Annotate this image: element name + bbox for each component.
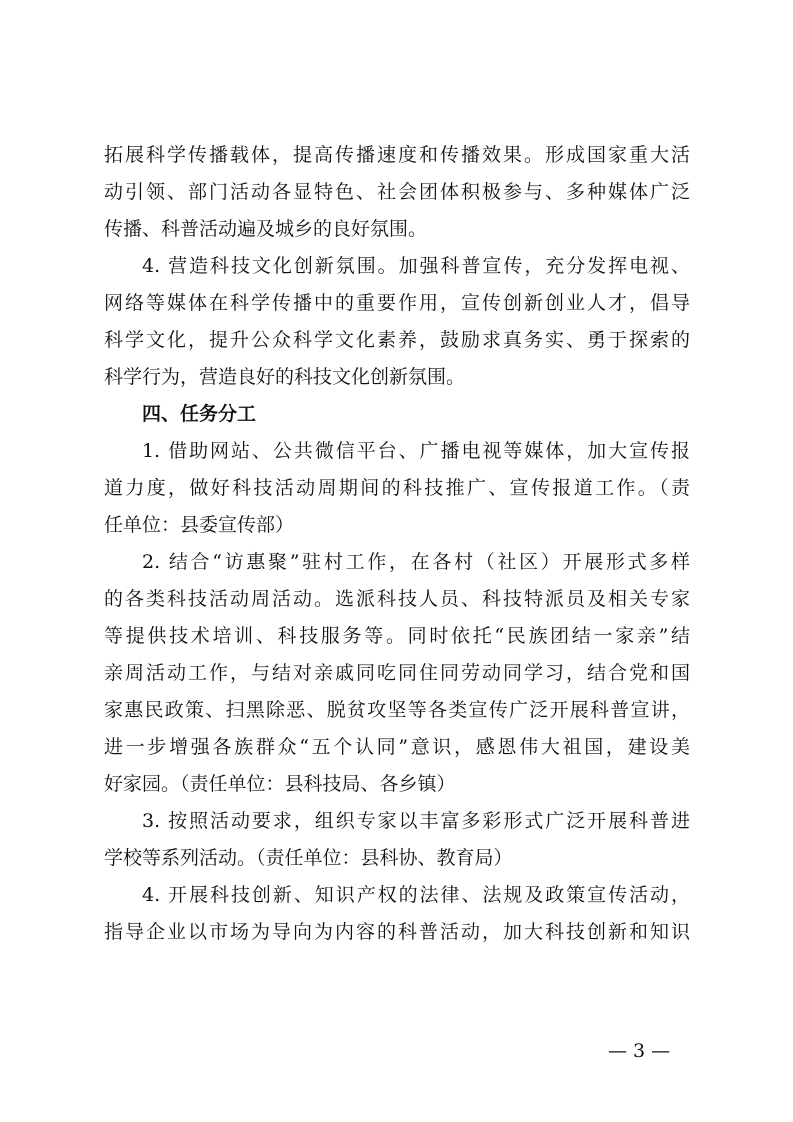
text-line: 家惠民政策、扫黑除恶、脱贫攻坚等各类宣传广泛开展科普宣讲，	[104, 699, 690, 721]
text-line: 亲周活动工作，与结对亲戚同吃同住同劳动同学习，结合党和国	[104, 662, 690, 684]
body-text	[104, 137, 690, 951]
text-line: 传播、科普活动遍及城乡的良好氛围。	[104, 218, 428, 240]
paragraph-4	[104, 544, 690, 803]
text-line: 拓展科学传播载体，提高传播速度和传播效果。形成国家重大活	[104, 144, 690, 166]
text-line: 等提供技术培训、科技服务等。同时依托“民族团结一家亲”结	[104, 625, 690, 647]
text-line: 道力度，做好科技活动周期间的科技推广、宣传报道工作。（责	[104, 477, 690, 499]
text-line: 科学文化，提升公众科学文化素养，鼓励求真务实、勇于探索的	[104, 329, 690, 351]
text-line: 3. 按照活动要求，组织专家以丰富多彩形式广泛开展科普进	[142, 810, 690, 832]
text-line: 1. 借助网站、公共微信平台、广播电视等媒体，加大宣传报	[142, 440, 690, 462]
text-line: 科学行为，营造良好的科技文化创新氛围。	[104, 366, 466, 388]
text-line: 的各类科技活动周活动。选派科技人员、科技特派员及相关专家	[104, 588, 690, 610]
text-line: 4. 开展科技创新、知识产权的法律、法规及政策宣传活动，	[142, 884, 690, 906]
paragraph-2	[104, 248, 690, 396]
text-line: 进一步增强各族群众“五个认同”意识，感恩伟大祖国，建设美	[104, 736, 690, 758]
text-line: 4. 营造科技文化创新氛围。加强科普宣传，充分发挥电视、	[142, 255, 690, 277]
text-line: 任单位：县委宣传部）	[104, 514, 295, 536]
text-line: 学校等系列活动。（责任单位：县科协、教育局）	[104, 847, 513, 869]
page-number: — 3 —	[608, 1040, 671, 1062]
text-line: 好家园。（责任单位：县科技局、各乡镇）	[104, 773, 456, 795]
paragraph-5	[104, 803, 690, 877]
section-heading-4	[104, 396, 690, 433]
section-heading: 四、任务分工	[142, 403, 257, 425]
text-line: 动引领、部门活动各显特色、社会团体积极参与、多种媒体广泛	[104, 181, 690, 203]
paragraph-1	[104, 137, 690, 248]
text-line: 网络等媒体在科学传播中的重要作用，宣传创新创业人才，倡导	[104, 292, 690, 314]
paragraph-6	[104, 877, 690, 951]
paragraph-3	[104, 433, 690, 544]
text-line: 指导企业以市场为导向为内容的科普活动，加大科技创新和知识	[104, 921, 690, 943]
text-line: 2. 结合“访惠聚”驻村工作，在各村（社区）开展形式多样	[142, 551, 690, 573]
